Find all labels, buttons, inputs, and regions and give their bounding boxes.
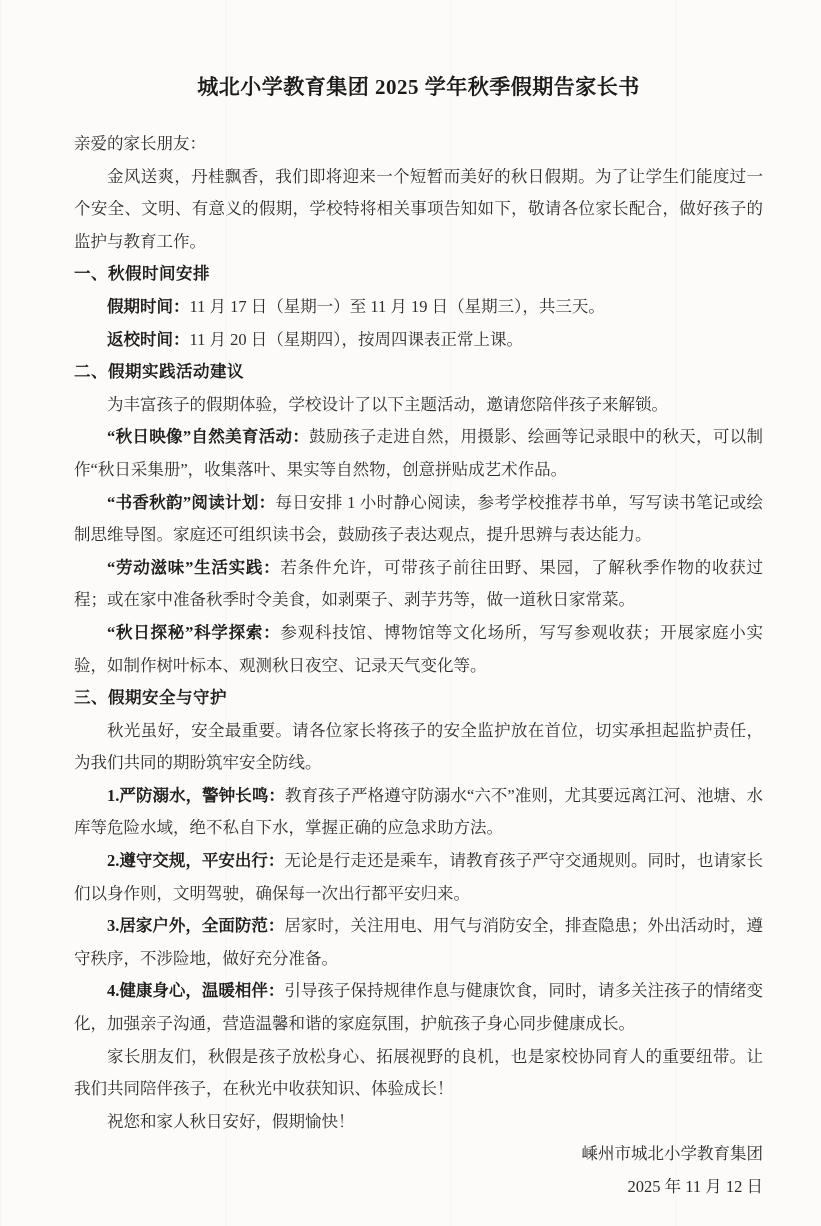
schedule-item-return xyxy=(74,324,763,357)
item-lead: “劳动滋味”生活实践： xyxy=(107,557,281,577)
section3-intro: 秋光虽好，安全最重要。请各位家长将孩子的安全监护放在首位，切实承担起监护责任，为我们共同的期盼筑牢安全防线。 xyxy=(74,720,763,773)
item-text: 教育孩子严格遵守防溺水“六不”准则，尤其要远离江河、池塘、水库等危险水域，绝不私自下水，掌握正确的应急求助方法。 xyxy=(74,785,763,838)
signature-date: 2025 年 11 月 12 日 xyxy=(627,1177,763,1196)
item-text: 11 月 17 日（星期一）至 11 月 19 日（星期三），共三天。 xyxy=(189,296,605,316)
item-lead: 1.严防溺水，警钟长鸣： xyxy=(107,785,285,805)
item-text: 居家时，关注用电、用气与消防安全，排查隐患；外出活动时，遵守秩序，不涉险地，做好充分准备。 xyxy=(74,916,764,968)
activity-item xyxy=(74,421,763,486)
section-heading-3: 三、假期安全与守护 xyxy=(74,688,227,708)
section-heading-2: 二、假期实践活动建议 xyxy=(74,362,244,382)
item-lead: “秋日映像”自然美育活动： xyxy=(107,427,310,447)
activity-item xyxy=(74,617,763,682)
page-title: 城北小学教育集团 2025 学年秋季假期告家长书 xyxy=(197,75,640,99)
safety-item xyxy=(74,780,763,845)
item-text: 若条件允许，可带孩子前往田野、果园，了解秋季作物的收获过程；或在家中准备秋季时令美食，如剥栗子、剥芋艿等，做一道秋日家常菜。 xyxy=(74,557,764,610)
activity-item xyxy=(74,487,763,552)
item-text: 无论是行走还是乘车，请教育孩子严守交通规则。同时，也请家长们以身作则，文明驾驶，确保每一次出行都平安归来。 xyxy=(74,851,764,903)
item-text: 参观科技馆、博物馆等文化场所，写写参观收获；开展家庭小实验，如制作树叶标本、观测秋日夜空、记录天气变化等。 xyxy=(74,622,764,675)
item-text: 11 月 20 日（星期四），按周四课表正常上课。 xyxy=(189,329,524,349)
intro-paragraph: 金风送爽，丹桂飘香，我们即将迎来一个短暂而美好的秋日假期。为了让学生们能度过一个安全、文明、有意义的假期，学校特将相关事项告知如下，敬请各位家长配合，做好孩子的监护与教育工作。 xyxy=(74,166,763,251)
item-text: 鼓励孩子走进自然，用摄影、绘画等记录眼中的秋天，可以制作“秋日采集册”，收集落叶、果实等自然物，创意拼贴成艺术作品。 xyxy=(74,427,764,479)
item-text: 每日安排 1 小时静心阅读，参考学校推荐书单，写写读书笔记或绘制思维导图。家庭还可组织读书会，鼓励孩子表达观点，提升思辨与表达能力。 xyxy=(74,492,763,545)
item-lead: “书香秋韵”阅读计划： xyxy=(107,492,276,512)
schedule-item-holiday xyxy=(74,291,763,324)
section-heading-1: 一、秋假时间安排 xyxy=(74,264,210,284)
safety-item xyxy=(74,845,763,910)
signature-org: 嵊州市城北小学教育集团 xyxy=(581,1144,763,1164)
item-lead: 4.健康身心，温暖相伴： xyxy=(107,981,285,1001)
safety-item xyxy=(74,975,763,1040)
item-lead: 3.居家户外，全面防范： xyxy=(107,916,285,936)
item-lead: “秋日探秘”科学探索： xyxy=(107,622,281,642)
item-lead: 2.遵守交规，平安出行： xyxy=(107,851,285,871)
salutation: 亲爱的家长朋友： xyxy=(74,134,206,153)
section2-intro: 为丰富孩子的假期体验，学校设计了以下主题活动，邀请您陪伴孩子来解锁。 xyxy=(107,394,668,414)
item-text: 引导孩子保持规律作息与健康饮食，同时，请多关注孩子的情绪变化，加强亲子沟通，营造温馨和谐的家庭氛围，护航孩子身心同步健康成长。 xyxy=(74,981,764,1034)
item-lead: 假期时间： xyxy=(107,296,190,316)
activity-item xyxy=(74,552,763,617)
safety-item xyxy=(74,910,763,975)
item-lead: 返校时间： xyxy=(107,329,190,349)
closing-paragraph: 家长朋友们，秋假是孩子放松身心、拓展视野的良机，也是家校协同育人的重要纽带。让我们共同陪伴孩子，在秋光中收获知识、体验成长！ xyxy=(74,1046,763,1099)
closing-wish: 祝您和家人秋日安好，假期愉快！ xyxy=(107,1111,355,1131)
